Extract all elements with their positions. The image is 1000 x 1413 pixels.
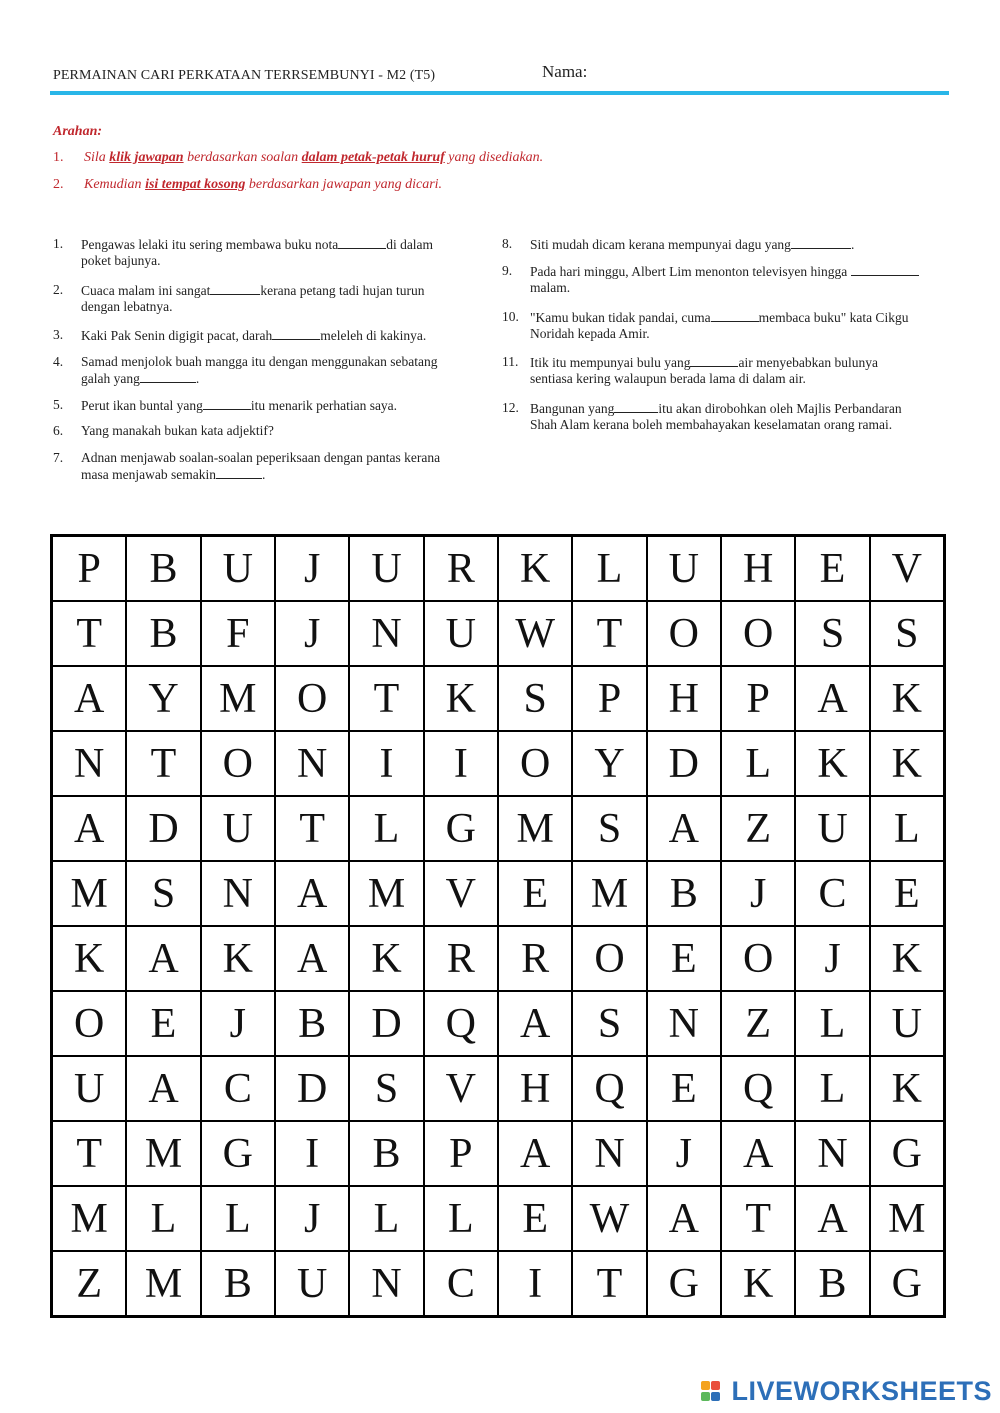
grid-cell[interactable]: A — [498, 1121, 572, 1186]
question-number: 10. — [502, 309, 519, 324]
question-text: kerana petang tadi hujan turun dengan lebatnya. — [81, 283, 425, 314]
grid-cell[interactable]: T — [572, 601, 646, 666]
question-8 — [502, 236, 922, 253]
grid-cell[interactable]: L — [870, 796, 944, 861]
grid-cell[interactable]: Q — [721, 1056, 795, 1121]
grid-cell[interactable]: T — [52, 1121, 126, 1186]
grid-cell[interactable]: B — [201, 1251, 275, 1316]
grid-cell[interactable]: N — [52, 731, 126, 796]
question-text: Pengawas lelaki itu sering membawa buku nota — [81, 237, 339, 252]
question-text: di dalam poket bajunya. — [81, 237, 434, 268]
grid-cell[interactable]: G — [870, 1121, 944, 1186]
instruction-line-2 — [53, 177, 543, 193]
question-text: itu akan dirobohkan oleh Majlis Perbandaran Shah Alam kerana boleh membahayakan keselamatan orang ramai. — [530, 401, 902, 432]
answer-blank[interactable] — [203, 397, 251, 410]
grid-cell[interactable]: N — [795, 1121, 869, 1186]
question-text: Kaki Pak Senin digigit pacat, darah — [81, 328, 273, 343]
grid-cell[interactable]: A — [498, 991, 572, 1056]
grid-cell[interactable]: E — [498, 861, 572, 926]
question-number: 2. — [53, 282, 64, 297]
question-5 — [53, 397, 473, 414]
name-label: Nama: — [542, 62, 588, 81]
instruction-emphasis: klik jawapan — [109, 150, 184, 165]
question-11 — [502, 354, 922, 387]
question-text: "Kamu bukan tidak pandai, cuma — [530, 310, 711, 325]
question-number: 1. — [53, 236, 64, 251]
grid-cell[interactable]: T — [126, 731, 200, 796]
grid-cell[interactable]: A — [647, 1186, 721, 1251]
grid-cell[interactable]: L — [201, 1186, 275, 1251]
grid-cell[interactable]: U — [201, 536, 275, 601]
grid-cell[interactable]: O — [275, 666, 349, 731]
instruction-text: Sila — [84, 150, 110, 165]
grid-cell[interactable]: N — [572, 1121, 646, 1186]
grid-cell[interactable]: T — [275, 796, 349, 861]
grid-cell[interactable]: K — [201, 926, 275, 991]
grid-cell[interactable]: T — [52, 601, 126, 666]
grid-cell[interactable]: Y — [126, 666, 200, 731]
grid-cell[interactable]: M — [870, 1186, 944, 1251]
grid-cell[interactable]: M — [52, 1186, 126, 1251]
grid-cell[interactable]: O — [201, 731, 275, 796]
grid-cell[interactable]: S — [870, 601, 944, 666]
grid-cell[interactable]: T — [721, 1186, 795, 1251]
brand-name: LIVEWORKSHEETS — [731, 1376, 992, 1406]
grid-cell[interactable]: E — [795, 536, 869, 601]
grid-cell[interactable]: K — [795, 731, 869, 796]
grid-cell[interactable]: C — [795, 861, 869, 926]
grid-cell[interactable]: U — [349, 536, 423, 601]
instruction-emphasis: dalam petak-petak huruf — [301, 150, 445, 165]
grid-cell[interactable]: K — [870, 1056, 944, 1121]
grid-cell[interactable]: M — [349, 861, 423, 926]
question-2 — [53, 282, 453, 315]
question-text: itu menarik perhatian saya. — [250, 398, 398, 413]
question-1 — [53, 236, 453, 269]
grid-cell[interactable]: V — [424, 1056, 498, 1121]
grid-cell[interactable]: A — [52, 666, 126, 731]
answer-blank[interactable] — [140, 370, 196, 383]
grid-cell[interactable]: S — [498, 666, 572, 731]
liveworksheets-logo-icon — [701, 1381, 727, 1403]
grid-cell[interactable]: V — [870, 536, 944, 601]
grid-cell[interactable]: E — [498, 1186, 572, 1251]
grid-cell[interactable]: P — [424, 1121, 498, 1186]
instructions-heading: Arahan: — [53, 124, 103, 139]
grid-cell[interactable]: S — [572, 796, 646, 861]
grid-cell[interactable]: A — [275, 926, 349, 991]
grid-cell[interactable]: R — [424, 536, 498, 601]
grid-cell[interactable]: O — [721, 601, 795, 666]
grid-cell[interactable]: V — [424, 861, 498, 926]
grid-cell[interactable]: I — [424, 731, 498, 796]
liveworksheets-brand — [701, 1376, 992, 1407]
grid-cell[interactable]: O — [498, 731, 572, 796]
answer-blank[interactable] — [614, 400, 658, 413]
answer-blank[interactable] — [791, 236, 851, 249]
grid-cell[interactable]: S — [795, 601, 869, 666]
grid-cell[interactable]: A — [275, 861, 349, 926]
grid-cell[interactable]: U — [52, 1056, 126, 1121]
question-6 — [53, 423, 453, 439]
grid-cell[interactable]: B — [795, 1251, 869, 1316]
grid-cell[interactable]: P — [572, 666, 646, 731]
grid-cell[interactable]: A — [795, 666, 869, 731]
question-number: 11. — [502, 354, 519, 369]
grid-cell[interactable]: A — [52, 796, 126, 861]
question-number: 12. — [502, 400, 519, 415]
grid-cell[interactable]: J — [647, 1121, 721, 1186]
grid-cell[interactable]: L — [721, 731, 795, 796]
grid-cell[interactable]: Q — [424, 991, 498, 1056]
question-number: 9. — [502, 263, 513, 278]
grid-cell[interactable]: E — [647, 1056, 721, 1121]
grid-cell[interactable]: L — [795, 991, 869, 1056]
grid-cell[interactable]: S — [349, 1056, 423, 1121]
grid-cell[interactable]: O — [647, 601, 721, 666]
question-number: 4. — [53, 354, 64, 369]
grid-cell[interactable]: O — [52, 991, 126, 1056]
grid-cell[interactable]: D — [126, 796, 200, 861]
grid-cell[interactable]: M — [52, 861, 126, 926]
grid-cell[interactable]: J — [721, 861, 795, 926]
grid-cell[interactable]: L — [349, 1186, 423, 1251]
grid-cell[interactable]: Y — [572, 731, 646, 796]
grid-cell[interactable]: E — [647, 926, 721, 991]
grid-cell[interactable]: K — [52, 926, 126, 991]
grid-cell[interactable]: Z — [721, 991, 795, 1056]
grid-cell[interactable]: L — [795, 1056, 869, 1121]
grid-cell[interactable]: D — [275, 1056, 349, 1121]
grid-cell[interactable]: L — [572, 536, 646, 601]
grid-cell[interactable]: F — [201, 601, 275, 666]
grid-cell[interactable]: U — [201, 796, 275, 861]
grid-cell[interactable]: A — [126, 926, 200, 991]
word-search-grid — [50, 534, 946, 1318]
question-text: . — [195, 371, 200, 386]
grid-cell[interactable]: D — [349, 991, 423, 1056]
grid-cell[interactable]: N — [349, 1251, 423, 1316]
grid-cell[interactable]: P — [52, 536, 126, 601]
grid-cell[interactable]: N — [201, 861, 275, 926]
grid-cell[interactable]: D — [647, 731, 721, 796]
grid-cell[interactable]: S — [572, 991, 646, 1056]
grid-cell[interactable]: M — [201, 666, 275, 731]
grid-cell[interactable]: G — [424, 796, 498, 861]
worksheet-title: PERMAINAN CARI PERKATAAN TERRSEMBUNYI - M2 (T5) — [53, 68, 436, 83]
grid-cell[interactable]: R — [498, 926, 572, 991]
question-text: membaca buku" kata Cikgu Noridah kepada Amir. — [530, 310, 909, 341]
question-3 — [53, 327, 493, 344]
question-text: Perut ikan buntal yang — [81, 398, 203, 413]
instruction-emphasis: isi tempat kosong — [145, 177, 246, 192]
question-text: Siti mudah dicam kerana mempunyai dagu yang — [530, 237, 791, 252]
grid-cell[interactable]: B — [647, 861, 721, 926]
grid-cell[interactable]: I — [275, 1121, 349, 1186]
grid-cell[interactable]: W — [498, 601, 572, 666]
instruction-text: yang disediakan. — [444, 150, 544, 165]
question-number: 8. — [502, 236, 513, 251]
question-12 — [502, 400, 902, 433]
answer-blank[interactable] — [851, 263, 919, 276]
grid-cell[interactable]: L — [424, 1186, 498, 1251]
grid-cell[interactable]: J — [795, 926, 869, 991]
grid-cell[interactable]: M — [126, 1121, 200, 1186]
answer-blank[interactable] — [711, 309, 759, 322]
grid-cell[interactable]: K — [721, 1251, 795, 1316]
grid-cell[interactable]: P — [721, 666, 795, 731]
grid-cell[interactable]: N — [349, 601, 423, 666]
question-text: Adnan menjawab soalan-soalan peperiksaan dengan pantas kerana masa menjawab semakin — [81, 450, 441, 482]
grid-cell[interactable]: M — [498, 796, 572, 861]
instruction-text: berdasarkan soalan — [183, 150, 302, 165]
answer-blank[interactable] — [690, 354, 738, 367]
question-text: Cuaca malam ini sangat — [81, 283, 211, 298]
grid-cell[interactable]: R — [424, 926, 498, 991]
question-number: 6. — [53, 423, 64, 438]
question-text: Pada hari minggu, Albert Lim menonton televisyen hingga — [530, 264, 848, 279]
grid-cell[interactable]: B — [275, 991, 349, 1056]
instruction-text: Kemudian — [84, 177, 146, 192]
grid-cell[interactable]: B — [126, 536, 200, 601]
grid-cell[interactable]: J — [201, 991, 275, 1056]
instruction-line-1 — [53, 150, 543, 166]
grid-cell[interactable]: E — [870, 861, 944, 926]
answer-blank[interactable] — [210, 282, 260, 295]
grid-cell[interactable]: A — [126, 1056, 200, 1121]
grid-cell[interactable]: G — [647, 1251, 721, 1316]
grid-cell[interactable]: I — [498, 1251, 572, 1316]
question-text: Samad menjolok buah mangga itu dengan menggunakan sebatang galah yang — [81, 354, 438, 386]
grid-cell[interactable]: U — [647, 536, 721, 601]
grid-cell[interactable]: T — [572, 1251, 646, 1316]
question-number: 3. — [53, 327, 64, 342]
question-7 — [53, 450, 465, 483]
grid-cell[interactable]: Z — [721, 796, 795, 861]
instruction-text: berdasarkan jawapan yang dicari. — [245, 177, 443, 192]
question-9 — [502, 263, 922, 296]
grid-cell[interactable]: Z — [52, 1251, 126, 1316]
grid-cell[interactable]: B — [349, 1121, 423, 1186]
grid-cell[interactable]: K — [349, 926, 423, 991]
grid-cell[interactable]: N — [275, 731, 349, 796]
grid-cell[interactable]: G — [201, 1121, 275, 1186]
instruction-number: 2. — [53, 177, 64, 192]
grid-cell[interactable]: K — [424, 666, 498, 731]
question-number: 7. — [53, 450, 64, 465]
grid-cell[interactable]: K — [870, 926, 944, 991]
grid-cell[interactable]: J — [275, 1186, 349, 1251]
question-10 — [502, 309, 932, 342]
question-text: . — [261, 467, 266, 482]
question-text: Bangunan yang — [530, 401, 615, 416]
grid-cell[interactable]: J — [275, 536, 349, 601]
grid-cell[interactable]: B — [126, 601, 200, 666]
grid-cell[interactable]: U — [275, 1251, 349, 1316]
grid-cell[interactable]: N — [647, 991, 721, 1056]
instruction-number: 1. — [53, 150, 64, 165]
answer-blank[interactable] — [338, 236, 386, 249]
grid-cell[interactable]: A — [647, 796, 721, 861]
question-text: malam. — [530, 280, 571, 295]
question-number: 5. — [53, 397, 64, 412]
grid-cell[interactable]: G — [870, 1251, 944, 1316]
grid-cell[interactable]: O — [721, 926, 795, 991]
instructions-block — [53, 124, 543, 204]
grid-cell[interactable]: I — [349, 731, 423, 796]
answer-blank[interactable] — [272, 327, 320, 340]
grid-cell[interactable]: J — [275, 601, 349, 666]
grid-cell[interactable]: U — [795, 796, 869, 861]
grid-cell[interactable]: Q — [572, 1056, 646, 1121]
grid-cell[interactable]: O — [572, 926, 646, 991]
header-divider — [50, 91, 949, 95]
grid-cell[interactable]: H — [498, 1056, 572, 1121]
question-text: . — [850, 237, 855, 252]
grid-cell[interactable]: A — [795, 1186, 869, 1251]
grid-cell[interactable]: U — [424, 601, 498, 666]
grid-cell[interactable]: C — [201, 1056, 275, 1121]
grid-cell[interactable]: M — [126, 1251, 200, 1316]
question-text: Yang manakah bukan kata adjektif? — [81, 423, 274, 438]
question-text: air menyebabkan bulunya sentiasa kering walaupun berada lama di dalam air. — [530, 355, 878, 386]
grid-cell[interactable]: W — [572, 1186, 646, 1251]
grid-cell[interactable]: C — [424, 1251, 498, 1316]
grid-cell[interactable]: L — [349, 796, 423, 861]
grid-cell[interactable]: K — [870, 666, 944, 731]
answer-blank[interactable] — [216, 466, 262, 479]
grid-cell[interactable]: S — [126, 861, 200, 926]
grid-cell[interactable]: H — [647, 666, 721, 731]
grid-cell[interactable]: A — [721, 1121, 795, 1186]
grid-cell[interactable]: H — [721, 536, 795, 601]
grid-cell[interactable]: T — [349, 666, 423, 731]
grid-cell[interactable]: K — [870, 731, 944, 796]
question-4 — [53, 354, 453, 387]
question-text: meleleh di kakinya. — [320, 328, 427, 343]
grid-cell[interactable]: L — [126, 1186, 200, 1251]
grid-cell[interactable]: U — [870, 991, 944, 1056]
grid-cell[interactable]: K — [498, 536, 572, 601]
grid-cell[interactable]: E — [126, 991, 200, 1056]
question-text: Itik itu mempunyai bulu yang — [530, 355, 691, 370]
grid-cell[interactable]: M — [572, 861, 646, 926]
